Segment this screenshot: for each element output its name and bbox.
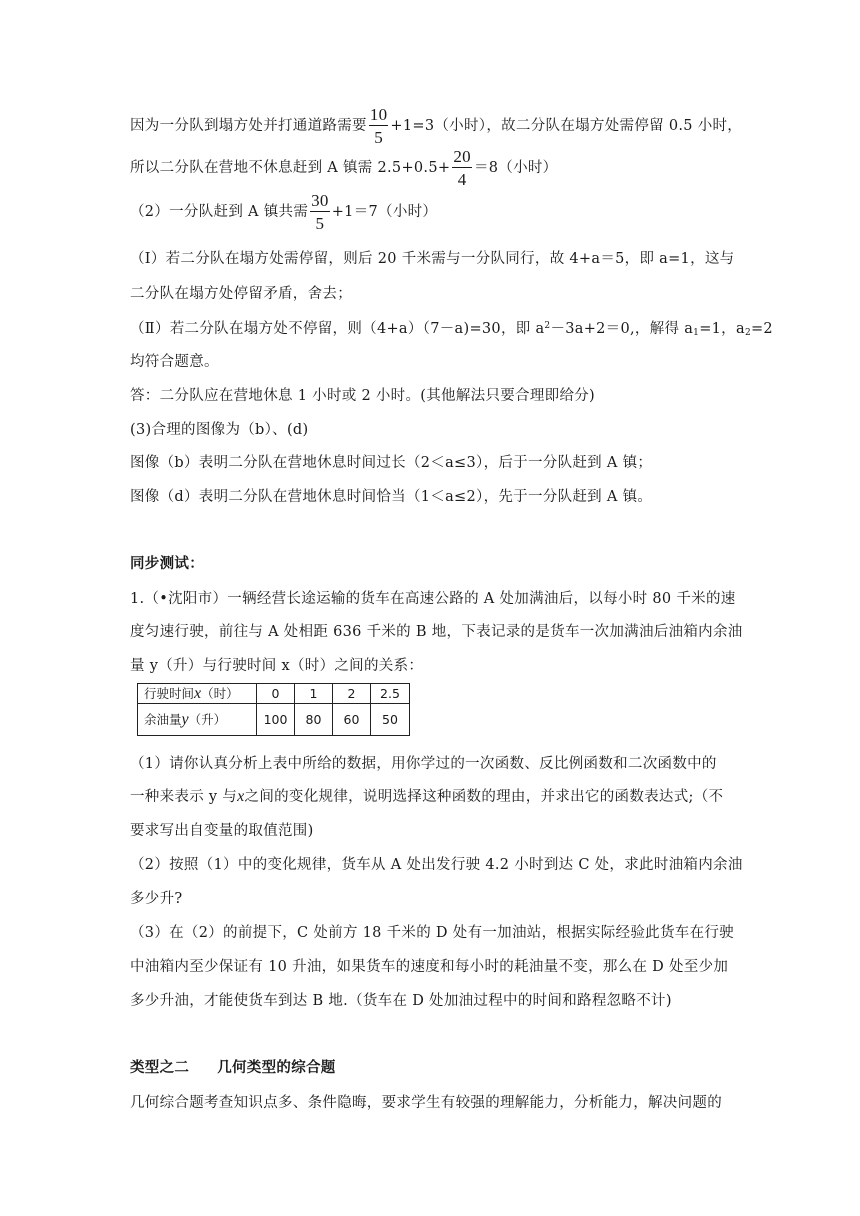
fraction-numerator: 10 bbox=[369, 105, 388, 124]
paragraph-line: 几何综合题考查知识点多、条件隐晦，要求学生有较强的理解能力，分析能力，解决问题的 bbox=[130, 1095, 722, 1111]
text: =2 bbox=[750, 321, 773, 337]
subquestion-1-line-3: 要求写出自变量的取值范围) bbox=[130, 823, 314, 839]
table-row bbox=[138, 684, 410, 704]
table-header-cell bbox=[138, 704, 257, 736]
table-cell: 50 bbox=[371, 704, 410, 736]
solution-line-2 bbox=[130, 148, 557, 188]
text: +1＝7（小时） bbox=[331, 204, 438, 220]
subquestion-3-line-2: 中油箱内至少保证有 10 升油，如果货车的速度和每小时的耗油量不变，那么在 D 处至少加 bbox=[130, 959, 729, 975]
table-cell: 60 bbox=[333, 704, 371, 736]
subquestion-2-line-2: 多少升? bbox=[130, 891, 183, 907]
fraction-denominator: 5 bbox=[315, 214, 325, 233]
label: 余油量 bbox=[144, 712, 182, 727]
subquestion-1-line-1: （1）请你认真分析上表中所给的数据，用你学过的一次函数、反比例函数和二次函数中的 bbox=[130, 756, 717, 772]
solution-line-9: (3)合理的图像为（b）、(d) bbox=[130, 422, 309, 438]
unit: （时） bbox=[201, 686, 239, 701]
variable: x bbox=[237, 788, 245, 805]
subscript: 2 bbox=[744, 328, 751, 338]
variable: x bbox=[194, 685, 202, 702]
text: ＝8（小时） bbox=[473, 160, 558, 176]
solution-line-7: 均符合题意。 bbox=[130, 354, 219, 370]
solution-line-5: 二分队在塌方处停留矛盾，舍去； bbox=[130, 286, 352, 302]
type-title: 几何类型的综合题 bbox=[217, 1060, 336, 1076]
question-line-2: 度匀速行驶，前往与 A 处相距 636 千米的 B 地，下表记录的是货车一次加满油后油箱内余油 bbox=[130, 624, 743, 640]
type-label: 类型之二 bbox=[130, 1060, 190, 1076]
variable: y bbox=[181, 711, 189, 728]
data-table bbox=[137, 683, 410, 736]
subquestion-2-line-1: （2）按照（1）中的变化规律，货车从 A 处出发行驶 4.2 小时到达 C 处，求此时油箱内余油 bbox=[130, 857, 743, 873]
answer-line: 答：二分队应在营地休息 1 小时或 2 小时。(其他解法只要合理即给分) bbox=[130, 388, 595, 404]
subquestion-3-line-1: （3）在（2）的前提下，C 处前方 18 千米的 D 处有一加油站，根据实际经验此货车在行驶 bbox=[130, 925, 734, 941]
subscript: 1 bbox=[693, 328, 700, 338]
question-line-1: 1.（•沈阳市）一辆经营长途运输的货车在高速公路的 A 处加满油后，以每小时 80 千米的速 bbox=[130, 591, 736, 607]
text: +1=3（小时），故二分队在塌方处需停留 0.5 小时， bbox=[390, 118, 743, 134]
text: －3a+2＝0,，解得 a bbox=[550, 321, 694, 337]
fraction bbox=[310, 192, 330, 232]
superscript: 2 bbox=[544, 321, 551, 331]
solution-line-1 bbox=[130, 106, 742, 146]
fraction bbox=[452, 148, 472, 188]
table-row bbox=[138, 704, 410, 736]
text: 一种来表示 y 与 bbox=[130, 789, 238, 805]
label: 行驶时间 bbox=[144, 686, 195, 701]
unit: （升） bbox=[188, 712, 227, 727]
subquestion-3-line-3: 多少升油，才能使货车到达 B 地.（货车在 D 处加油过程中的时间和路程忽略不计) bbox=[130, 993, 672, 1009]
fraction-denominator: 5 bbox=[374, 128, 384, 147]
solution-line-11: 图像（d）表明二分队在营地休息时间恰当（1＜a≤2），先于一分队赶到 A 镇。 bbox=[130, 489, 653, 505]
solution-line-4: （Ⅰ）若二分队在塌方处需停留，则后 20 千米需与一分队同行，故 4+a＝5，即 a=1，这与 bbox=[130, 251, 735, 267]
text: 因为一分队到塌方处并打通道路需要 bbox=[130, 118, 367, 134]
fraction-numerator: 20 bbox=[453, 147, 471, 166]
question-line-3: 量 y（升）与行驶时间 x（时）之间的关系： bbox=[130, 658, 424, 674]
table-cell: 1 bbox=[295, 684, 333, 704]
solution-line-6 bbox=[130, 317, 773, 338]
type-heading bbox=[130, 1056, 336, 1077]
fraction bbox=[369, 106, 389, 146]
section-title: 同步测试： bbox=[130, 556, 204, 572]
table-cell: 2.5 bbox=[371, 684, 410, 704]
subquestion-1-line-2 bbox=[130, 785, 723, 806]
solution-line-10: 图像（b）表明二分队在营地休息时间过长（2＜a≤3），后于一分队赶到 A 镇； bbox=[130, 455, 653, 471]
fraction-denominator: 4 bbox=[457, 170, 467, 189]
table-header-cell bbox=[138, 684, 257, 704]
table-cell: 2 bbox=[333, 684, 371, 704]
text: =1，a bbox=[699, 321, 745, 337]
solution-line-3 bbox=[130, 192, 437, 232]
table-cell: 100 bbox=[257, 704, 295, 736]
text: 所以二分队在营地不休息赶到 A 镇需 2.5+0.5+ bbox=[130, 160, 451, 176]
text: （2）一分队赶到 A 镇共需 bbox=[130, 204, 309, 220]
table-cell: 0 bbox=[257, 684, 295, 704]
text: 之间的变化规律，说明选择这种函数的理由，并求出它的函数表达式;（不 bbox=[244, 789, 724, 805]
table-cell: 80 bbox=[295, 704, 333, 736]
fraction-numerator: 30 bbox=[311, 191, 329, 210]
text: （Ⅱ）若二分队在塌方处不停留，则（4+a）（7－a)=30，即 a bbox=[130, 321, 545, 337]
